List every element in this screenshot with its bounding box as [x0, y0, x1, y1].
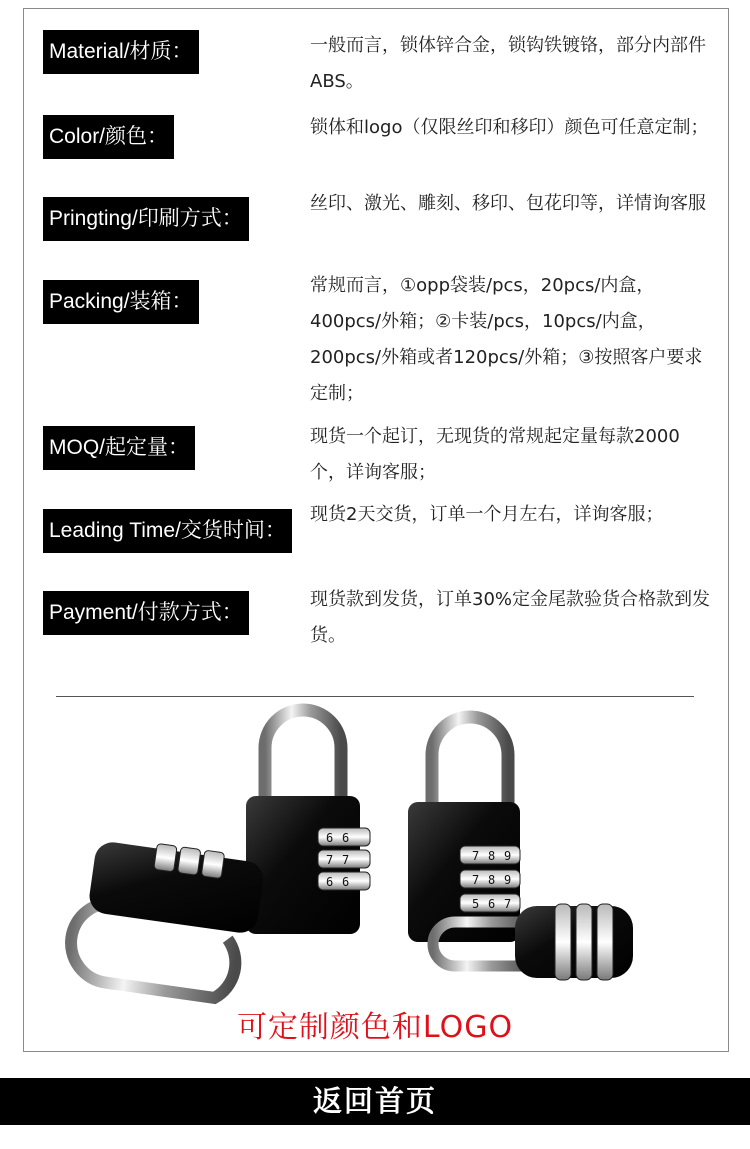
- customization-caption: 可定制颜色和LOGO: [236, 1010, 514, 1045]
- spec-label: Leading Time/交货时间：: [43, 509, 292, 553]
- spec-value: 锁体和logo（仅限丝印和移印）颜色可任意定制；: [310, 117, 709, 138]
- footer-bar: [0, 1078, 750, 1125]
- padlock-product-photo: [60, 700, 690, 1010]
- svg-text:8: 8: [488, 849, 496, 863]
- spec-value: 一般而言，锁体锌合金，锁钩铁镀铬，部分内部件ABS。: [310, 35, 706, 92]
- svg-text:9: 9: [504, 873, 512, 887]
- spec-value: 现货2天交货，订单一个月左右，详询客服；: [310, 504, 664, 525]
- padlock-icon: [66, 833, 266, 1002]
- back-to-home-button[interactable]: 返回首页: [312, 1084, 437, 1118]
- svg-text:7: 7: [472, 849, 480, 863]
- spec-value: 常规而言，①opp袋装/pcs，20pcs/内盒，400pcs/外箱；②卡装/pcs，10pcs/内盒，200pcs/外箱或者120pcs/外箱；③按照客户要求定制；: [310, 275, 703, 404]
- svg-text:5: 5: [472, 897, 480, 911]
- svg-text:6: 6: [488, 897, 496, 911]
- svg-text:6: 6: [326, 831, 334, 845]
- spec-label: Pringting/印刷方式：: [43, 197, 249, 241]
- spec-label: Payment/付款方式：: [43, 591, 249, 635]
- spec-value: 现货一个起订，无现货的常规起定量每款2000个，详询客服；: [310, 426, 680, 483]
- padlock-icon: [408, 717, 520, 942]
- padlock-icon: [246, 710, 370, 934]
- spec-label: Material/材质：: [43, 30, 199, 74]
- svg-text:6: 6: [326, 875, 334, 889]
- spec-label: Packing/装箱：: [43, 280, 199, 324]
- svg-text:6: 6: [342, 875, 350, 889]
- section-divider: [56, 696, 694, 697]
- svg-text:9: 9: [504, 849, 512, 863]
- svg-text:8: 8: [488, 873, 496, 887]
- spec-label: MOQ/起定量：: [43, 426, 195, 470]
- svg-text:7: 7: [504, 897, 512, 911]
- spec-value: 现货款到发货，订单30%定金尾款验货合格款到发货。: [310, 589, 711, 646]
- svg-text:6: 6: [342, 831, 350, 845]
- spec-label: Color/颜色：: [43, 115, 174, 159]
- svg-text:7: 7: [472, 873, 480, 887]
- spec-value: 丝印、激光、雕刻、移印、包花印等，详情询客服: [310, 193, 706, 214]
- svg-text:7: 7: [342, 853, 350, 867]
- svg-text:7: 7: [326, 853, 334, 867]
